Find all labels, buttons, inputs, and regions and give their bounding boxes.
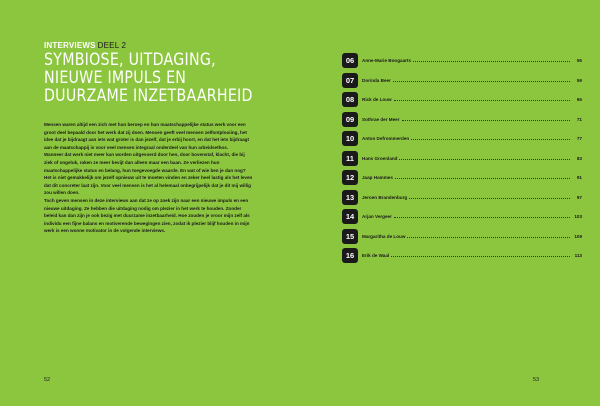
chapter-number-badge: 14 [342,209,358,224]
toc-page: 55 [576,58,582,64]
page-number-left: 52 [44,377,51,383]
toc-page: 109 [574,233,582,239]
leader-dots [409,198,570,199]
toc-name: Sothrae der Meer [362,116,400,122]
toc-entry[interactable] [342,110,582,130]
leader-dots [402,120,570,121]
toc-name: Anton Defrommerden [362,136,410,142]
toc-entry[interactable] [342,71,582,91]
toc-entry[interactable] [342,207,582,227]
section-kicker [44,41,126,50]
chapter-number-badge: 09 [342,112,358,127]
chapter-number-badge: 10 [342,131,358,146]
toc-entry[interactable] [342,149,582,169]
page-title [44,51,259,105]
title-line: NIEUWE IMPULS EN [44,68,187,87]
paragraph: Mensen waren altijd een zich met hun beroep en hun maatschappelijke status werk voor een groot deel bepaald door het werk dat zij doen. Mensen geeft veel mensen zelfontplooiing, het idee dat je bijdraagt aan iets wat groter is dan jezelf, dat je erbij hoort, en dat het iets bijdraagt aan de maatschappij is voor veel mensen integraal onderdeel van hun arbeidsethos. [44,122,249,150]
paragraph: Het is niet gemakkelijk om jezelf opnieuw uit te moeten vinden en zeker heel lastig als het leven dat dit concreter laat zijn. Voor veel mensen is het al helemaal onbegrijpelijk dat je dit mij willig zou willen doen. [44,175,253,196]
toc-name: Jeroen Brandenburg [362,194,408,200]
toc-page: 83 [576,155,582,161]
toc-name: Anne-Marie Boogaarts [362,58,412,64]
toc-entry[interactable] [342,246,582,266]
chapter-number-badge: 07 [342,73,358,88]
toc-page: 113 [574,253,582,259]
leader-dots [391,256,570,257]
toc-entry[interactable] [342,168,582,188]
chapter-number-badge: 16 [342,248,358,263]
toc-entry[interactable] [342,90,582,110]
toc-page: 91 [576,175,582,181]
leader-dots [394,217,570,218]
toc-page: 103 [574,214,582,220]
toc-page: 59 [576,77,582,83]
toc-name: Hans Groenland [362,155,398,161]
title-line: DUURZAME INZETBAARHEID [44,86,253,105]
toc-entry[interactable] [342,227,582,247]
toc-name: Rick de Louw [362,97,392,103]
chapter-number-badge: 13 [342,190,358,205]
page-number-right: 53 [533,377,540,383]
body-text [44,121,254,235]
leader-dots [399,159,570,160]
toc-page: 71 [576,116,582,122]
title-line: SYMBIOSE, UITDAGING, [44,50,216,69]
toc-name: Arjan Vergeer [362,214,392,220]
chapter-number-badge: 06 [342,53,358,68]
kicker-part: DEEL 2 [97,41,127,50]
toc-entry[interactable] [342,129,582,149]
paragraph: Toch geven mensen in deze interviews aan dat ze op zoek zijn naar een nieuwe impuls en een nieuwe uitdaging. Ze hebben die uitdaging nodig om plezier in het werk te houden. Zonder beleid kan dan zijn je ook bezig met duurzame inzetbaarheid. Hoe zouden je vroor mijn zelf als individu een fijne balans en motiverende bewegingen zien, zodat ik plezier blijf houden in mijn werk is een wonne motivator in de volgende interviews. [44,197,250,234]
right-page [300,0,600,406]
leader-dots [395,178,570,179]
toc-page: 77 [576,136,582,142]
chapter-number-badge: 15 [342,229,358,244]
chapter-number-badge: 08 [342,92,358,107]
toc-entry[interactable] [342,188,582,208]
chapter-number-badge: 11 [342,151,358,166]
toc-name: Margaritha de Louw [362,233,406,239]
toc-entry[interactable] [342,51,582,71]
toc-name: Jaap Hammes [362,175,393,181]
toc-page: 65 [576,97,582,103]
paragraph: Wanneer dat werk niet meer kan worden uitgevoerd door hen, door bovenstaf, klacht, die bij ziek of ongeluk, raken ze meer bevijt dan alleen maar een baan. Ze verliezen hun maatschappelijke status en belang, hun toegevoegde waarde. En wat of wie ben je dan nog? [44,152,246,173]
leader-dots [411,139,570,140]
toc-page: 97 [576,194,582,200]
leader-dots [413,61,570,62]
leader-dots [393,81,570,82]
leader-dots [407,237,570,238]
toc-name: Dorinda Beer [362,77,391,83]
toc-name: Erik de Waal [362,253,390,259]
chapter-number-badge: 12 [342,170,358,185]
kicker-label: INTERVIEWS [44,41,96,50]
table-of-contents [342,51,582,266]
leader-dots [394,100,570,101]
